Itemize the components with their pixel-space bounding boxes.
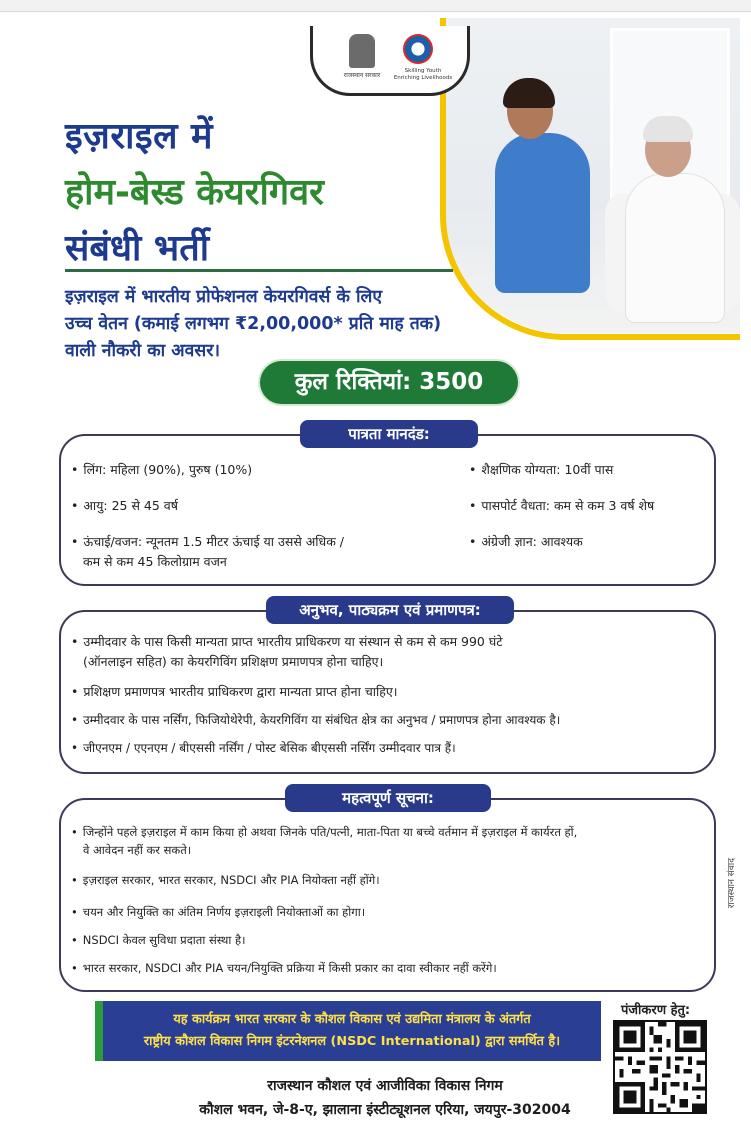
- skill-mission-logo-icon: [403, 34, 433, 64]
- support-banner: [103, 1001, 601, 1061]
- footer-org: राजस्थान कौशल एवं आजीविका विकास निगम: [267, 1078, 503, 1094]
- notice-item-3: • चयन और नियुक्ति का अंतिम निर्णय इज़राइली नियोक्ताओं का होगा।: [71, 902, 365, 922]
- banner-line-2: राष्ट्रीय कौशल विकास निगम इंटरनेशनल (NSDC International) द्वारा समर्थित है।: [143, 1034, 561, 1049]
- banner-accent: [95, 1001, 103, 1061]
- logo-bar: [310, 26, 470, 96]
- intro-line-1: इज़राइल में भारतीय प्रोफेशनल केयरगिवर्स के लिए: [65, 287, 383, 307]
- title-line-2: होम-बेस्ड केयरगिवर: [65, 172, 324, 213]
- eligibility-english: • अंग्रेजी ज्ञान: आवश्यक: [469, 532, 583, 552]
- title-line-3: संबंधी भर्ती: [65, 228, 210, 269]
- experience-item-4: • जीएनएम / एएनएम / बीएससी नर्सिंग / पोस्ट बेसिक बीएससी नर्सिंग उम्मीदवार पात्र हैं।: [71, 738, 456, 758]
- footer-address-line: कौशल भवन, जे-8-ए, झालाना इंस्टीट्यूशनल एरिया, जयपुर-302004: [199, 1102, 571, 1118]
- advertisement-page: [35, 18, 740, 1128]
- registration-qr-code[interactable]: [613, 1020, 707, 1114]
- emblem-caption: राजस्थान सरकार: [343, 72, 381, 79]
- registration-label: पंजीकरण हेतु:: [621, 1003, 691, 1018]
- intro-text: [65, 284, 460, 365]
- title-line-1: इज़राइल में: [65, 116, 214, 157]
- experience-item-3: • उम्मीदवार के पास नर्सिंग, फिजियोथेरेपी, केयरगिविंग या संबंधित क्षेत्र का अनुभव / प्रमाणपत्र होना आवश्यक है।: [71, 710, 560, 730]
- notice-item-5: • भारत सरकार, NSDCI और PIA चयन/नियुक्ति प्रक्रिया में किसी प्रकार का दावा स्वीकार नहीं करेंगे।: [71, 958, 497, 978]
- eligibility-section: [59, 425, 716, 586]
- title-divider: [65, 269, 453, 272]
- eligibility-weight-continued: कम से कम 45 किलोग्राम वजन: [83, 554, 227, 569]
- notice-item-1: • जिन्होंने पहले इज़राइल में काम किया हो अथवा जिनके पति/पत्नी, माता-पिता या बच्चे वर्तमान में इज़राइल में कार्यरत हों,: [71, 822, 577, 842]
- experience-title: अनुभव, पाठ्यक्रम एवं प्रमाणपत्र:: [266, 596, 514, 624]
- experience-item-1: • उम्मीदवार के पास किसी मान्यता प्राप्त भारतीय प्राधिकरण या संस्थान से कम से कम 990 घंटे: [71, 632, 503, 652]
- intro-line-3: वाली नौकरी का अवसर।: [65, 341, 221, 361]
- eligibility-title: पात्रता मानदंड:: [300, 420, 478, 448]
- eligibility-education: • शैक्षणिक योग्यता: 10वीं पास: [469, 460, 613, 480]
- eligibility-gender: • लिंग: महिला (90%), पुरुष (10%): [71, 460, 252, 480]
- top-strip: [0, 0, 751, 12]
- experience-section: [59, 601, 716, 774]
- notice-item-4: • NSDCI केवल सुविधा प्रदाता संस्था है।: [71, 930, 245, 950]
- eligibility-passport: • पासपोर्ट वैधता: कम से कम 3 वर्ष शेष: [469, 496, 654, 516]
- state-emblem-icon: [349, 34, 375, 68]
- experience-item-2: • प्रशिक्षण प्रमाणपत्र भारतीय प्राधिकरण द्वारा मान्यता प्राप्त होना चाहिए।: [71, 682, 398, 702]
- eligibility-age: • आयु: 25 से 45 वर्ष: [71, 496, 178, 516]
- notice-item-1-continued: वे आवेदन नहीं कर सकते।: [83, 843, 192, 857]
- banner-line-1: यह कार्यक्रम भारत सरकार के कौशल विकास एवं उद्यमिता मंत्रालय के अंतर्गत: [173, 1012, 531, 1027]
- footer-address: [175, 1074, 595, 1122]
- eligibility-height-weight: • ऊंचाई/वजन: न्यूनतम 1.5 मीटर ऊंचाई या उससे अधिक /: [71, 532, 344, 552]
- notice-title: महत्वपूर्ण सूचना:: [285, 784, 491, 812]
- intro-line-2: उच्च वेतन (कमाई लगभग ₹2,00,000* प्रति माह तक): [65, 314, 442, 334]
- side-credit: राजस्थान संवाद: [727, 858, 737, 909]
- skill-logo-caption: Skilling Youth Enriching Livelihoods: [393, 68, 453, 81]
- total-vacancies-badge: कुल रिक्तियां: 3500: [260, 361, 518, 404]
- photo-arc-border: [440, 18, 740, 340]
- notice-item-2: • इज़राइल सरकार, भारत सरकार, NSDCI और PIA नियोक्ता नहीं होंगे।: [71, 870, 380, 890]
- experience-item-1-continued: (ऑनलाइन सहित) का केयरगिविंग प्रशिक्षण प्रमाणपत्र होना चाहिए।: [83, 654, 384, 669]
- notice-section: [59, 789, 716, 992]
